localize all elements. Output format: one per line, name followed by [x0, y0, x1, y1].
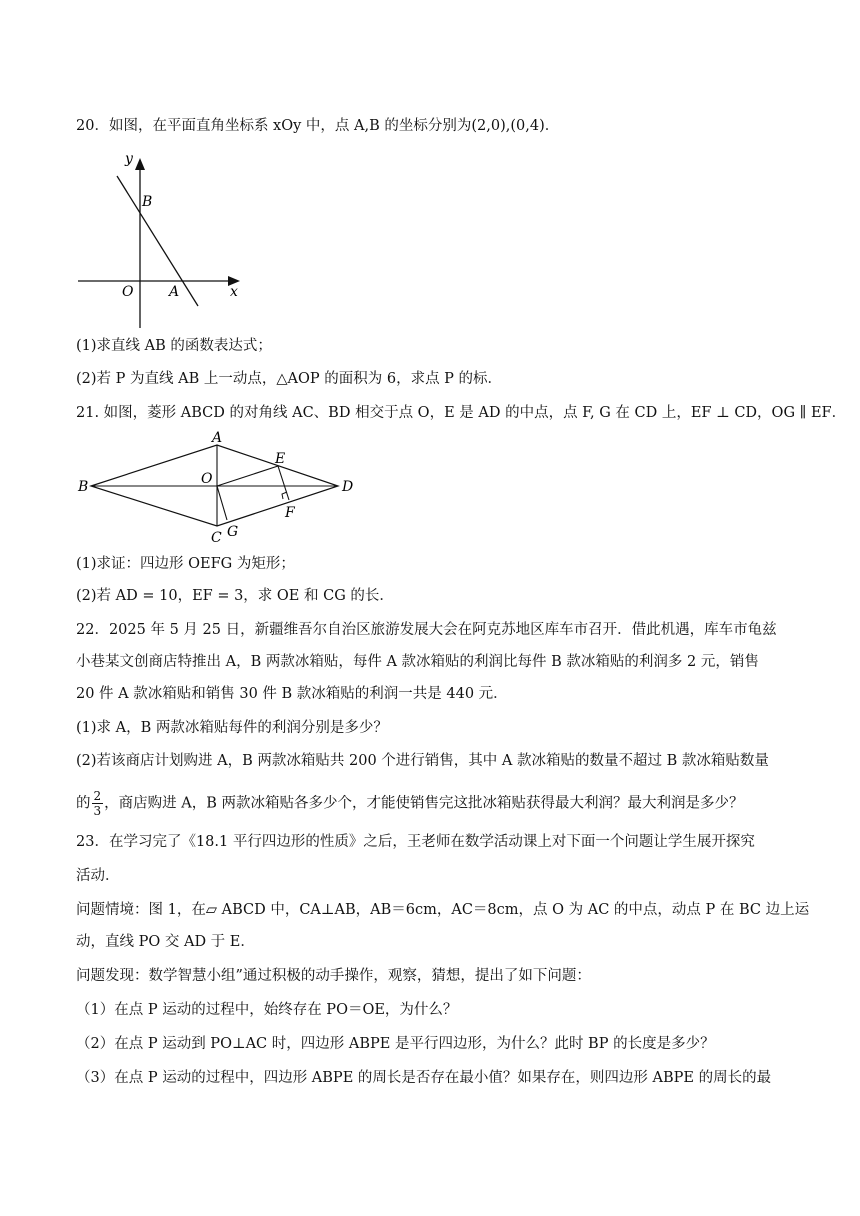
q21-part1: (1)求证：四边形 OEFG 为矩形； [76, 556, 295, 572]
q23-discovery: 问题发现：数学智慧小组”通过积极的动手操作，观察，猜想，提出了如下问题： [76, 968, 591, 984]
fraction-denominator: 3 [93, 804, 102, 818]
label-a: A [212, 430, 223, 446]
label-b: B [78, 479, 89, 495]
q22-part2-prefix: 的 [76, 795, 91, 812]
q22-part2-line1: (2)若该商店计划购进 A，B 两款冰箱贴共 200 个进行销售，其中 A 款冰箱贴的数量不超过 B 款冰箱贴数量 [76, 753, 769, 769]
q21-stem: 21. 如图，菱形 ABCD 的对角线 AC、BD 相交于点 O，E 是 AD 的中点，点 F, G 在 CD 上，EF ⊥ CD，OG ∥ EF． [76, 405, 847, 421]
fraction-numerator: 2 [93, 789, 102, 803]
q20-part1: (1)求直线 AB 的函数表达式； [76, 338, 272, 354]
label-o: O [122, 284, 134, 300]
label-y: y [125, 151, 133, 167]
label-a: A [169, 284, 180, 300]
label-o: O [201, 471, 213, 487]
q21-part2: (2)若 AD = 10，EF = 3，求 OE 和 CG 的长． [76, 588, 394, 604]
label-c: C [211, 530, 222, 546]
q21-rhombus-figure [70, 428, 370, 546]
q23-line1: 23．在学习完了《18.1 平行四边形的性质》之后，王老师在数学活动课上对下面一个问题让学生展开探究 [76, 834, 755, 850]
label-d: D [342, 479, 354, 495]
segment-ef [278, 466, 289, 500]
q20-part2: (2)若 P 为直线 AB 上一动点，△AOP 的面积为 6，求点 P 的标． [76, 371, 503, 387]
q20-stem: 20．如图，在平面直角坐标系 xOy 中，点 A,B 的坐标分别为(2,0),(0,4)． [76, 118, 560, 134]
q22-line2: 小巷某文创商店特推出 A，B 两款冰箱贴，每件 A 款冰箱贴的利润比每件 B 款冰箱贴的利润多 2 元，销售 [76, 654, 759, 670]
q22-line1: 22．2025 年 5 月 25 日，新疆维吾尔自治区旅游发展大会在阿克苏地区库车市召开．借此机遇，库车市龟兹 [76, 622, 777, 638]
q22-line3: 20 件 A 款冰箱贴和销售 30 件 B 款冰箱贴的利润一共是 440 元． [76, 686, 508, 702]
q22-part2-line2 [76, 789, 743, 818]
fraction-two-thirds [92, 789, 104, 818]
segment-og [217, 486, 227, 520]
q23-line2: 活动． [76, 868, 120, 884]
q23-situation1: 问题情境：图 1，在▱ ABCD 中，CA⊥AB，AB＝6cm，AC＝8cm，点 O 为 AC 的中点，动点 P 在 BC 边上运 [76, 902, 810, 918]
q23-item1: （1）在点 P 运动的过程中，始终存在 PO＝OE，为什么？ [76, 1002, 458, 1018]
label-x: x [230, 284, 238, 300]
q22-part2-suffix: ，商店购进 A，B 两款冰箱贴各多少个，才能使销售完这批冰箱贴获得最大利润？最大利润是多少？ [104, 795, 744, 812]
q22-part1: (1)求 A，B 两款冰箱贴每件的利润分别是多少？ [76, 720, 388, 736]
q23-situation2: 动，直线 PO 交 AD 于 E． [76, 934, 255, 950]
segment-oe [217, 466, 278, 486]
label-f: F [285, 505, 295, 521]
y-axis-arrow [135, 158, 145, 170]
q20-coordinate-figure [70, 150, 250, 335]
label-g: G [227, 524, 239, 540]
label-e: E [275, 451, 286, 467]
q23-item3: （3）在点 P 运动的过程中，四边形 ABPE 的周长是否存在最小值？如果存在，则四边形 ABPE 的周长的最 [76, 1070, 772, 1086]
q23-item2: （2）在点 P 运动到 PO⊥AC 时，四边形 ABPE 是平行四边形，为什么？此时 BP 的长度是多少？ [76, 1036, 715, 1052]
label-b: B [142, 194, 153, 210]
